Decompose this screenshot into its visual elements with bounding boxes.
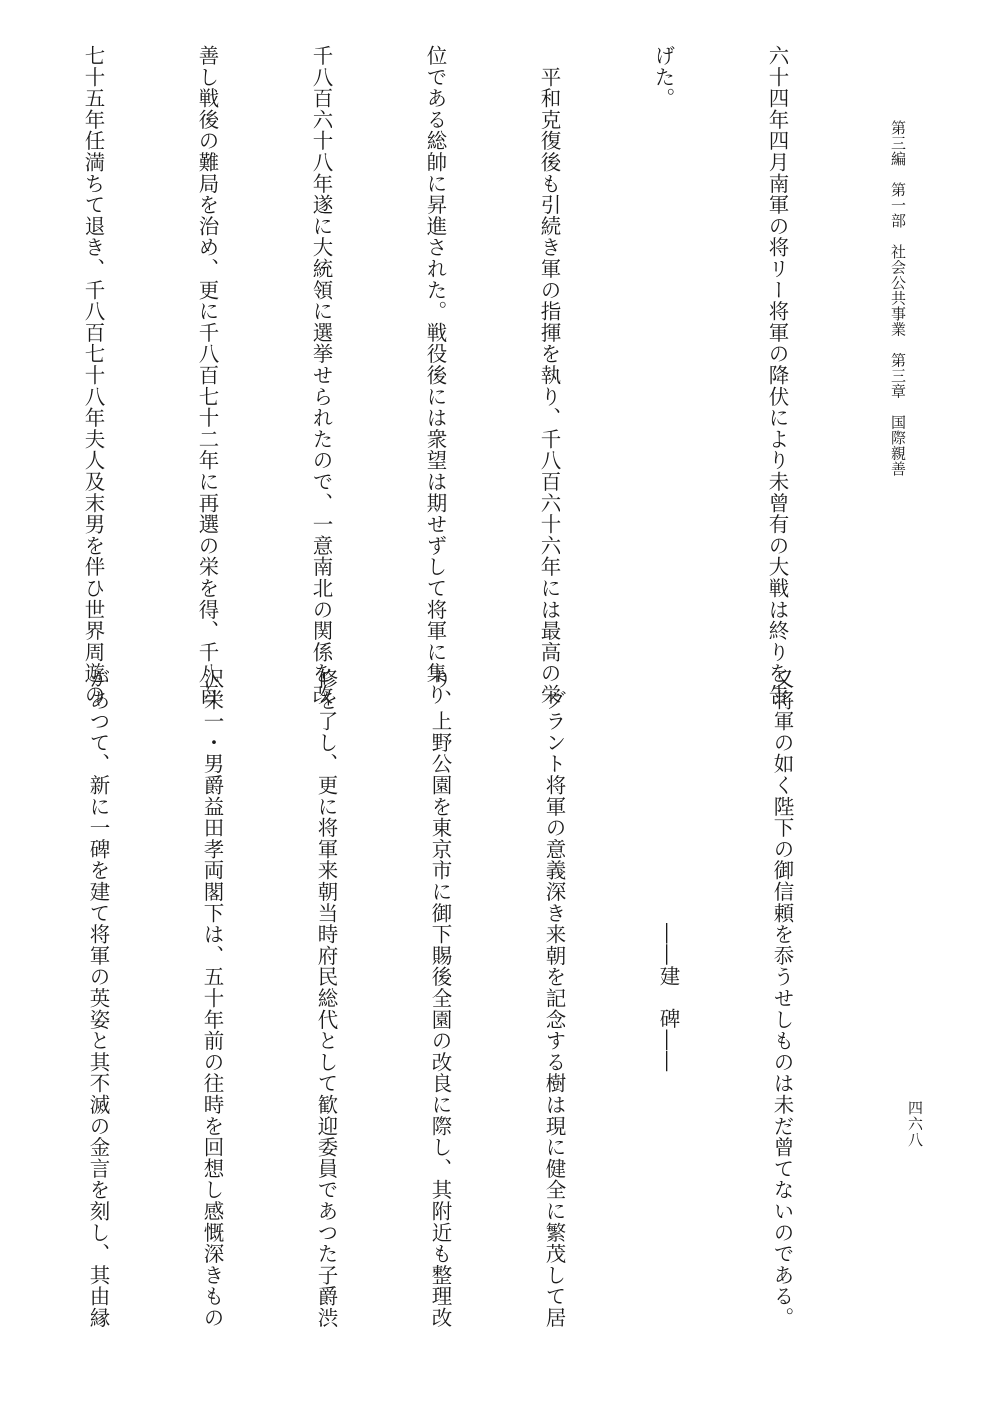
text-column: 千八百六十八年遂に大統領に選挙せられたので、一意南北の関係を改 — [309, 45, 333, 706]
upper-text-block — [81, 45, 872, 706]
text-column: 六十四年四月南軍の将リー将軍の降伏により未曾有の大戦は終りを告 — [765, 45, 789, 706]
text-column: 善し戦後の難局を治め、更に千八百七十二年に再選の栄を得、千八百 — [195, 45, 219, 706]
text-column: げた。 — [651, 45, 675, 109]
page-number: 四六八 — [906, 1100, 924, 1148]
text-column — [0, 668, 3, 1328]
running-title: 第三編 第一部 社会公共事業 第三章 国際親善 — [889, 120, 907, 477]
text-column: 沢栄一・男爵益田孝両閣下は、五十年前の往時を回想し感慨深きもの — [200, 668, 224, 1329]
text-column: 七十五年任満ちて退き、千八百七十八年夫人及末男を伴ひ世界周遊の — [81, 45, 105, 706]
text-column: り、上野公園を東京市に御下賜後全園の改良に際し、其附近も整理改 — [428, 668, 452, 1329]
text-column: 修を了し、更に将軍来朝当時府民総代として歓迎委員であつた子爵渋 — [314, 668, 338, 1329]
text-column: 位である総帥に昇進された。戦役後には衆望は期せずして将軍に集り — [423, 45, 447, 706]
text-column: があつて、新に一碑を建て将軍の英姿と其不滅の金言を刻し、其由縁 — [86, 668, 110, 1329]
text-column: 又将軍の如く陛下の御信頼を忝うせしものは未だ曾てないのである。 — [770, 668, 794, 1329]
text-column: グラント将軍の意義深き来朝を記念する樹は現に健全に繁茂して居 — [542, 668, 566, 1329]
section-heading: ――建 碑―― — [656, 923, 680, 1073]
text-column: 平和克復後も引続き軍の指揮を執り、千八百六十六年には最高の栄 — [537, 45, 561, 706]
lower-text-block — [52, 668, 877, 1328]
